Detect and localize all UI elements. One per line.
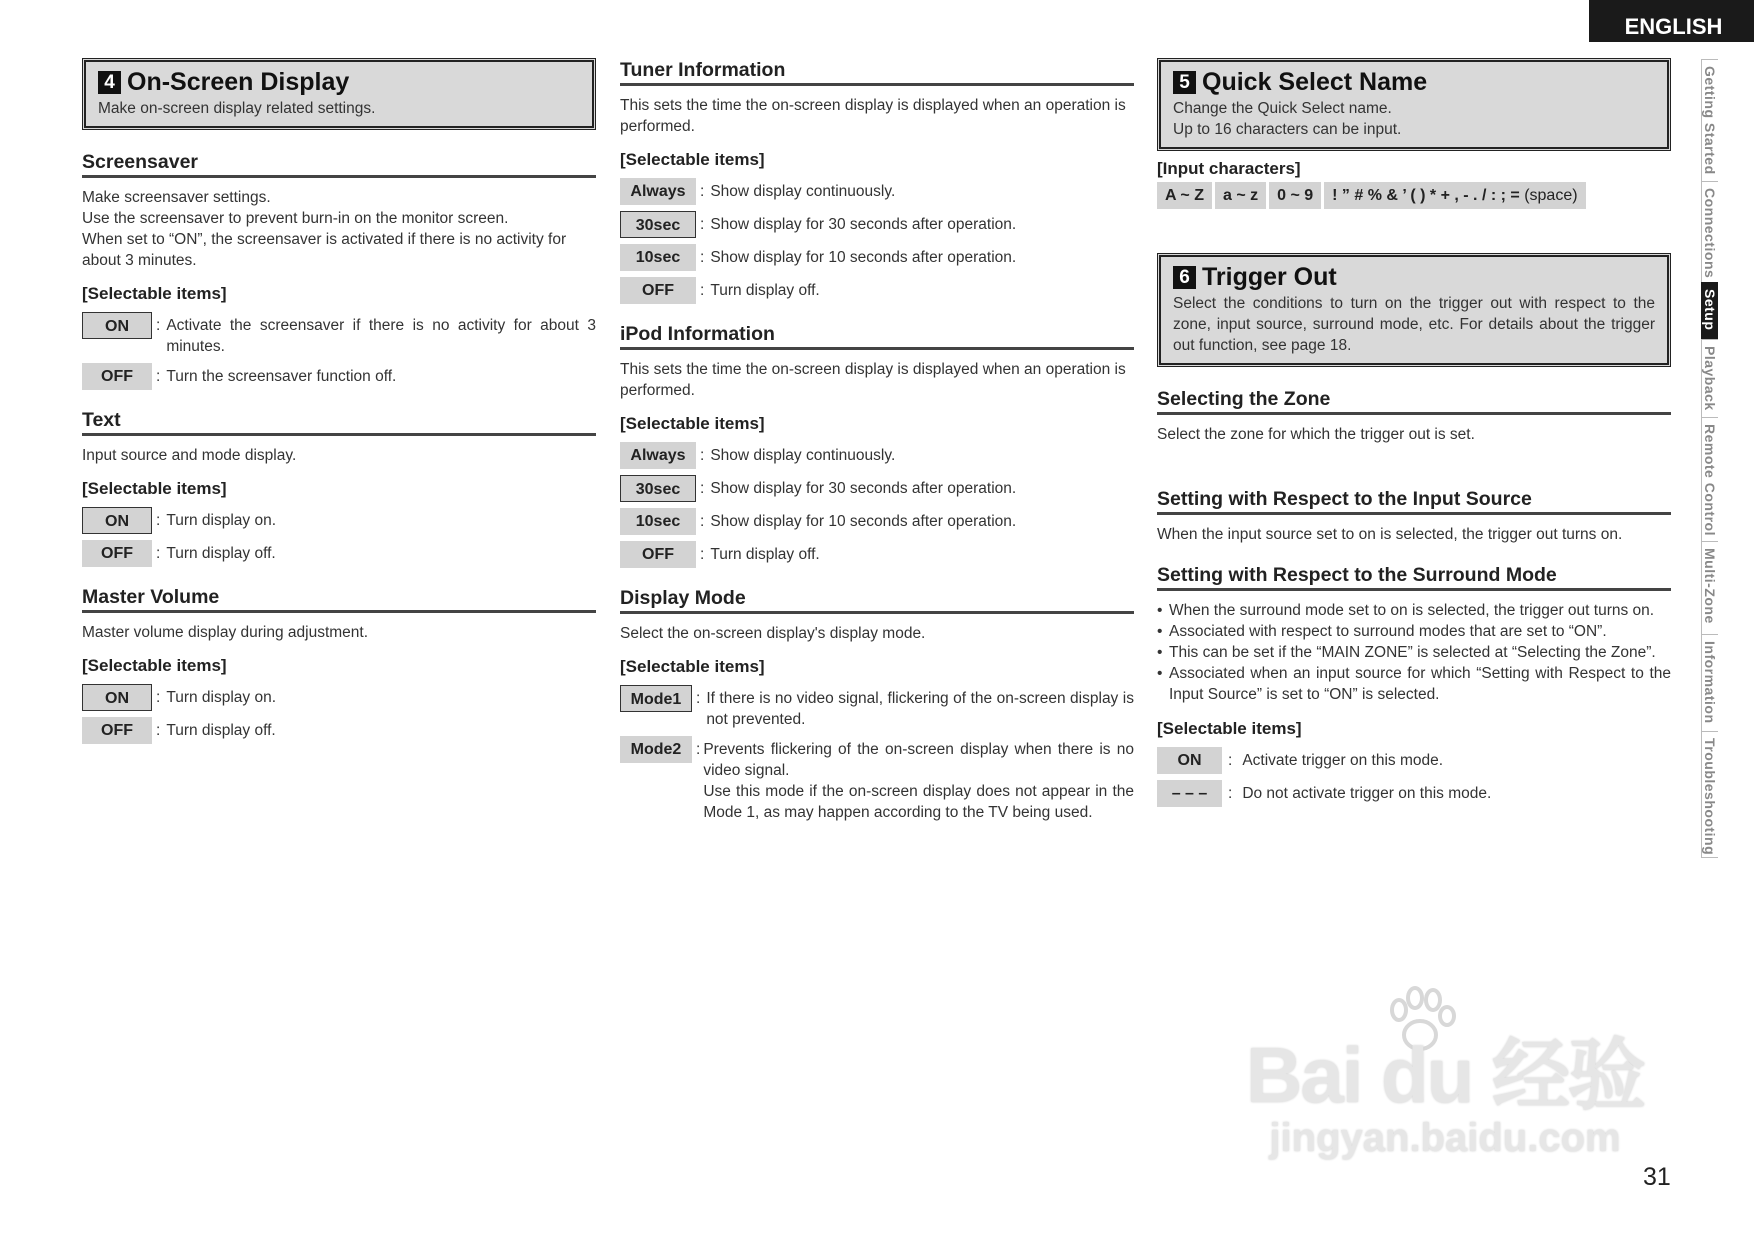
master-volume-heading: Master Volume [82,585,596,613]
option-tag-off: OFF [620,277,696,304]
option-row [620,244,1134,271]
selectable-items-label: [Selectable items] [82,284,227,303]
char-range-uppercase: A ~ Z [1157,182,1212,209]
trigger-out-title-row [1173,261,1655,293]
list-item: • When the surround mode set to on is selected, the trigger out turns on. [1157,600,1671,621]
option-separator: : [700,513,705,530]
ipod-info-description: This sets the time the on-screen display is displayed when an operation is performed. [620,361,1126,399]
option-description: Turn the screensaver function off. [166,368,397,385]
side-tabs [1701,60,1754,858]
input-source-description: When the input source set to on is selected, the trigger out turns on. [1157,526,1623,543]
screensaver-desc-line: When set to “ON”, the screensaver is activated if there is no activity for about 3 minutes. [82,231,567,269]
language-tab: ENGLISH [1589,0,1754,42]
option-description: Activate the screensaver if there is no activity for about 3 minutes. [166,317,596,355]
side-tab-connections[interactable]: Connections [1701,181,1718,283]
section-number-badge: 4 [98,71,121,94]
option-row [620,541,1134,568]
option-tag-off: OFF [82,363,152,390]
selectable-items-label: [Selectable items] [1157,719,1302,738]
screensaver-description [82,187,596,271]
screensaver-heading: Screensaver [82,150,596,178]
option-separator: : [700,480,705,497]
column-right [1157,58,1671,825]
option-separator: : [156,317,161,334]
option-description: Turn display off. [166,545,276,562]
osd-section-box [82,58,596,130]
option-tag-30sec: 30sec [620,211,696,238]
side-tab-troubleshooting[interactable]: Troubleshooting [1701,731,1718,858]
selectable-items-label: [Selectable items] [82,656,227,675]
ipod-info-heading: iPod Information [620,322,1134,350]
selectable-items-label: [Selectable items] [620,150,765,169]
tuner-info-description: This sets the time the on-screen display is displayed when an operation is performed. [620,97,1126,135]
option-tag-always: Always [620,442,696,469]
option-description: Show display continuously. [710,183,896,200]
option-tag-mode2: Mode2 [620,736,692,763]
option-separator: : [1228,785,1233,802]
mode2-text-line: Use this mode if the on-screen display does not appear in the Mode 1, as may happen according to the TV being used. [703,783,1134,821]
option-tag-off: OFF [82,540,152,567]
option-description: Activate trigger on this mode. [1242,752,1444,769]
option-separator: : [696,690,701,707]
ipod-info-section [620,322,1134,568]
tuner-info-section [620,58,1134,304]
side-tab-getting-started[interactable]: Getting Started [1701,59,1718,182]
baidu-watermark [1245,1031,1645,1175]
display-mode-description: Select the on-screen display's display mode. [620,625,926,642]
char-symbols [1324,182,1585,209]
quick-select-section-box [1157,58,1671,151]
side-tab-multi-zone[interactable]: Multi-Zone [1701,541,1718,635]
option-description: Do not activate trigger on this mode. [1242,785,1492,802]
option-row [82,717,596,744]
input-source-section [1157,487,1671,545]
option-tag-off: OFF [620,541,696,568]
master-volume-description: Master volume display during adjustment. [82,624,369,641]
option-row [620,442,1134,469]
option-separator: : [700,216,705,233]
option-separator: : [700,447,705,464]
option-row [620,736,1134,823]
option-description: Show display for 10 seconds after operation. [710,249,1017,266]
mode2-text-line: Prevents flickering of the on-screen display when there is no video signal. [703,741,1134,779]
option-description: Show display for 30 seconds after operation. [710,480,1017,497]
osd-title-row [98,66,580,98]
surround-section [1157,563,1671,807]
option-separator: : [700,249,705,266]
option-row [82,684,596,711]
option-row [620,508,1134,535]
column-middle [620,58,1134,841]
surround-bullet-list [1157,600,1671,705]
option-description: Turn display off. [710,546,820,563]
char-space: (space) [1524,187,1578,204]
side-tab-playback[interactable]: Playback [1701,339,1718,418]
option-tag-mode1: Mode1 [620,685,692,712]
option-tag-on: ON [82,684,152,711]
master-volume-section [82,585,596,744]
page-number: 31 [1643,1163,1671,1191]
zone-description: Select the zone for which the trigger out is set. [1157,426,1475,443]
option-row [620,211,1134,238]
option-tag-always: Always [620,178,696,205]
watermark-line-2: jingyan.baidu.com [1269,1116,1621,1160]
input-characters-label: [Input characters] [1157,159,1301,178]
screensaver-desc-line: Use the screensaver to prevent burn-in on the monitor screen. [82,210,509,227]
trigger-out-description: Select the conditions to turn on the trigger out with respect to the zone, input source, surround mode, etc. For details about the trigger out function, see page 18. [1173,295,1655,354]
column-left [82,58,596,762]
list-item: • Associated with respect to surround modes that are set to “ON”. [1157,621,1671,642]
osd-title: On-Screen Display [127,68,350,96]
option-separator: : [700,282,705,299]
option-tag-10sec: 10sec [620,244,696,271]
option-description: Show display continuously. [710,447,896,464]
selectable-items-label: [Selectable items] [82,479,227,498]
osd-description: Make on-screen display related settings. [98,100,376,117]
trigger-out-section-box [1157,253,1671,367]
option-row [1157,747,1671,774]
option-description: Turn display off. [166,722,276,739]
option-separator: : [700,546,705,563]
list-item: • This can be set if the “MAIN ZONE” is selected at “Selecting the Zone”. [1157,642,1671,663]
option-row [620,685,1134,730]
zone-heading: Selecting the Zone [1157,387,1671,415]
trigger-out-title: Trigger Out [1202,263,1337,291]
option-description: Turn display on. [166,689,277,706]
text-section [82,408,596,567]
section-number-badge: 6 [1173,266,1196,289]
quick-select-desc-line: Change the Quick Select name. [1173,100,1392,117]
zone-section [1157,387,1671,445]
quick-select-title-row [1173,66,1655,98]
selectable-items-label: [Selectable items] [620,657,765,676]
option-row [82,540,596,567]
option-description: Show display for 10 seconds after operation. [710,513,1017,530]
option-description: Turn display on. [166,512,277,529]
option-separator: : [696,741,701,758]
screensaver-desc-line: Make screensaver settings. [82,189,271,206]
side-tab-remote-control[interactable]: Remote Control [1701,417,1718,542]
input-characters-row [1157,182,1671,209]
list-item: • Associated when an input source for which “Setting with Respect to the Input Source” is set to “ON” is selected. [1157,663,1671,705]
option-tag-on: ON [82,507,152,534]
option-separator: : [156,512,161,529]
option-tag-10sec: 10sec [620,508,696,535]
option-tag-off: OFF [82,717,152,744]
option-tag-dashes: – – – [1157,780,1222,807]
option-description [703,736,1134,823]
surround-heading: Setting with Respect to the Surround Mode [1157,563,1671,591]
option-separator: : [1228,752,1233,769]
text-description: Input source and mode display. [82,447,297,464]
option-tag-on: ON [82,312,152,339]
selectable-items-label: [Selectable items] [620,414,765,433]
option-row [82,507,596,534]
screensaver-section [82,150,596,390]
char-range-digits: 0 ~ 9 [1269,182,1321,209]
option-row [620,178,1134,205]
option-tag-on: ON [1157,747,1222,774]
side-tab-information[interactable]: Information [1701,634,1718,732]
option-separator: : [156,689,161,706]
option-row [82,363,596,390]
section-number-badge: 5 [1173,71,1196,94]
option-separator: : [156,368,161,385]
option-description: If there is no video signal, flickering of the on-screen display is not prevented. [706,690,1134,728]
option-description: Turn display off. [710,282,820,299]
char-symbols-list: ! ” # % & ’ ( ) * + , - . / : ; = [1332,187,1520,204]
char-range-lowercase: a ~ z [1215,182,1266,209]
quick-select-desc-line: Up to 16 characters can be input. [1173,121,1402,138]
option-row [1157,780,1671,807]
option-separator: : [156,722,161,739]
option-tag-30sec: 30sec [620,475,696,502]
display-mode-section [620,586,1134,823]
option-row [620,475,1134,502]
text-heading: Text [82,408,596,436]
option-row [82,312,596,357]
option-separator: : [156,545,161,562]
option-separator: : [700,183,705,200]
tuner-info-heading: Tuner Information [620,58,1134,86]
watermark-line-1: Bai du 经验 [1245,1031,1644,1119]
display-mode-heading: Display Mode [620,586,1134,614]
option-description: Show display for 30 seconds after operation. [710,216,1017,233]
quick-select-title: Quick Select Name [1202,68,1428,96]
input-source-heading: Setting with Respect to the Input Source [1157,487,1671,515]
option-row [620,277,1134,304]
side-tab-setup[interactable]: Setup [1701,282,1718,340]
